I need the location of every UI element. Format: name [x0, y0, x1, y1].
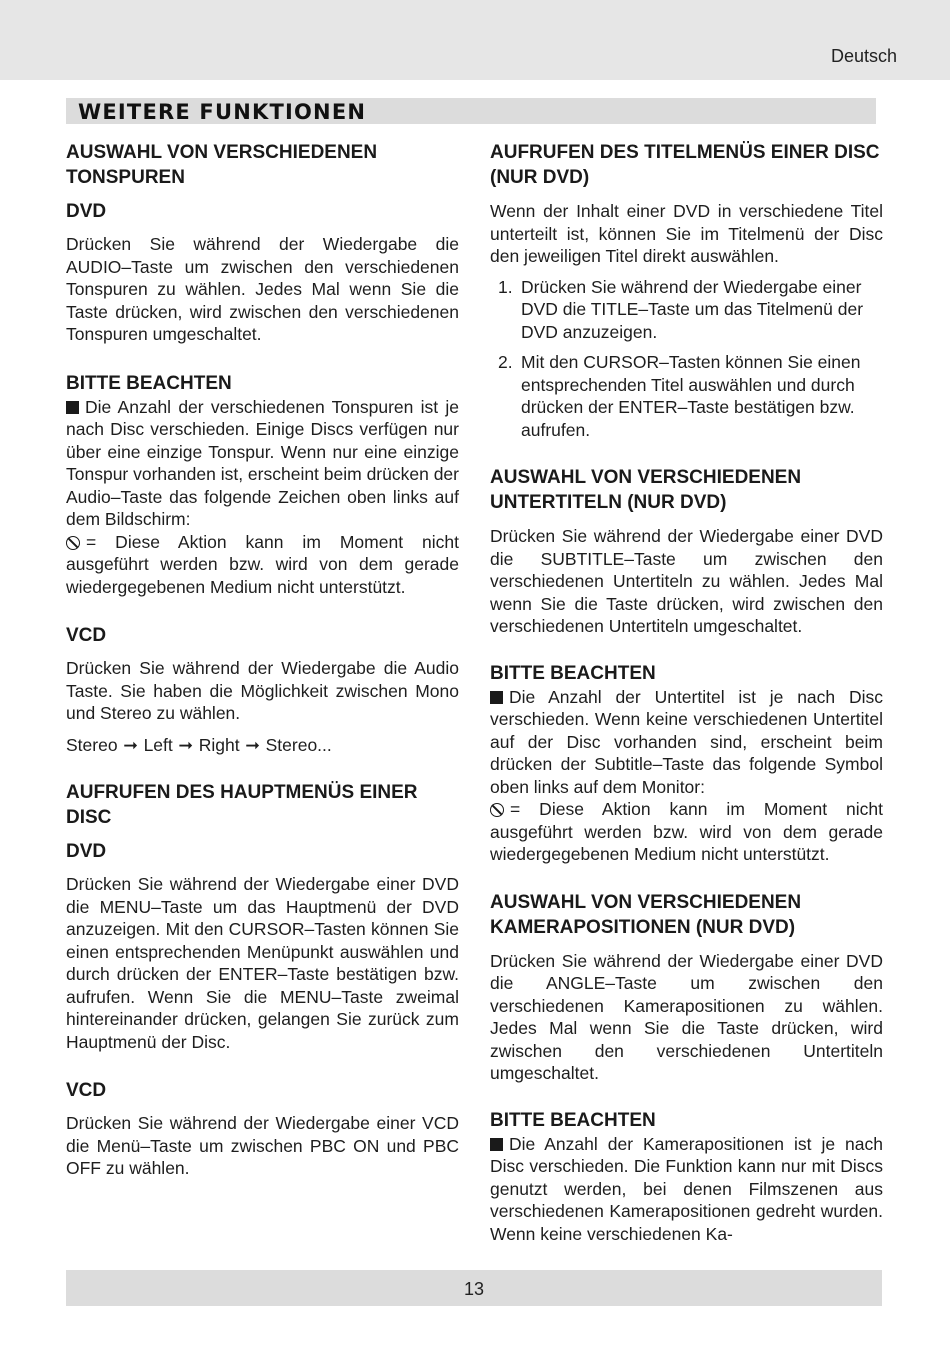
note-untertitel — [490, 686, 883, 799]
stereo-step: Left — [143, 734, 173, 755]
bullet-square-icon — [66, 401, 79, 414]
step-text: Drücken Sie während der Wiedergabe einer DVD die TITLE–Taste um das Titelmenü der DVD anzuzeigen. — [521, 276, 864, 342]
section-title-bar — [66, 98, 876, 124]
heading-kamera: AUSWAHL VON VERSCHIEDENEN KAMERAPOSITIONEN (NUR DVD) — [490, 891, 802, 938]
heading-untertitel: AUSWAHL VON VERSCHIEDENEN UNTERTITELN (NUR DVD) — [490, 467, 802, 513]
text-vcd-audio: Drücken Sie während der Wiedergabe die Audio Taste. Sie haben die Möglichkeit zwischen Mono und Stereo zu wählen. — [66, 658, 459, 723]
note-kamera-text: Die Anzahl der Kamerapositionen ist je nach Disc verschieden. Die Funktion kann nur mit Discs genutzt werden, bei denen Filmszenen aus verschiedenen Kamerapositionen gedreht wurden. Wenn keine verschiedenen Ka- — [490, 1133, 883, 1244]
text-dvd-menu: Drücken Sie während der Wiedergabe einer DVD die MENU–Taste um das Hauptmenü der DVD anzuzeigen. Mit den CURSOR–Tasten können Sie einen entsprechenden Menüpunkt auswählen und durch drücken der ENTER–Taste bestätigen bzw. aufrufen. Wenn Sie die MENU–Taste zweimal hintereinander drücken, gelangen Sie zurück zum Hauptmenü der Disc. — [66, 874, 459, 1052]
page-number: 13 — [463, 1279, 485, 1299]
step-number: 2. — [498, 352, 513, 372]
bullet-square-icon — [490, 1138, 503, 1151]
stereo-step: Right — [198, 734, 240, 755]
text-dvd-audio: Drücken Sie während der Wiedergabe die AUDIO–Taste um zwischen den verschiedenen Tonspuren zu wählen. Jedes Mal wenn Sie die Taste drücken, wird zwischen den verschiedenen Tonspuren umgeschaltet. — [66, 234, 459, 344]
stereo-sequence — [66, 734, 459, 757]
list-item — [490, 276, 883, 344]
stereo-step: Stereo — [66, 734, 118, 755]
arrow-right-icon: ➞ — [245, 734, 260, 755]
note-untertitel-symbol-line — [490, 798, 883, 866]
heading-note-untertitel: BITTE BEACHTEN — [490, 662, 656, 684]
note-audio — [66, 396, 459, 531]
note-audio-symbol-text: = Diese Aktion kann im Moment nicht ausgeführt werden bzw. wird von dem gerade wiedergegebenen Medium nicht unterstützt. — [66, 531, 459, 597]
bullet-square-icon — [490, 691, 503, 704]
right-column — [490, 140, 883, 1245]
heading-titelmenu: AUFRUFEN DES TITELMENÜS EINER DISC (NUR DVD) — [490, 142, 880, 188]
header-band — [0, 0, 950, 80]
heading-dvd-audio: DVD — [66, 201, 107, 222]
heading-tonspuren: AUSWAHL VON VERSCHIEDENEN TONSPUREN — [66, 142, 378, 188]
text-kamera: Drücken Sie während der Wiedergabe einer DVD die ANGLE–Taste um zwischen den verschiedenen Kamerapositionen zu wählen. Jedes Mal wenn Sie die Taste drücken, wird zwischen den verschiedenen Untertiteln umgeschaltet. — [490, 950, 883, 1083]
note-audio-text: Die Anzahl der verschiedenen Tonspuren ist je nach Disc verschieden. Einige Discs verfügen nur über eine einzige Tonspur. Wenn nur eine einzige Tonspur vorhanden ist, erscheint beim drücken der Audio–Taste das folgende Zeichen oben links auf dem Bildschirm: — [66, 396, 459, 529]
prohibited-icon — [490, 803, 504, 817]
section-title: WEITERE FUNKTIONEN — [78, 100, 367, 124]
heading-vcd-audio: VCD — [66, 625, 107, 646]
left-column — [66, 140, 459, 1180]
heading-dvd-menu: DVD — [66, 841, 107, 862]
arrow-right-icon: ➞ — [178, 734, 194, 755]
heading-vcd-menu: VCD — [66, 1080, 107, 1101]
note-untertitel-symbol-text: = Diese Aktion kann im Moment nicht ausgeführt werden bzw. wird von dem gerade wiedergegebenen Medium nicht unterstützt. — [490, 799, 883, 864]
heading-note-kamera: BITTE BEACHTEN — [490, 1109, 656, 1131]
prohibited-icon — [66, 536, 80, 550]
note-untertitel-text: Die Anzahl der Untertitel ist je nach Disc verschieden. Wenn keine verschiedenen Untertitel auf der Disc vorhanden sind, erscheint beim drücken der Subtitle–Taste das folgende Symbol oben links auf dem Monitor: — [490, 686, 883, 797]
arrow-right-icon: ➞ — [123, 734, 138, 755]
heading-hauptmenu: AUFRUFEN DES HAUPTMENÜS EINER DISC — [66, 782, 418, 828]
text-vcd-menu: Drücken Sie während der Wiedergabe einer VCD die Menü–Taste um zwischen PBC ON und PBC OFF zu wählen. — [66, 1113, 459, 1178]
heading-note-audio: BITTE BEACHTEN — [66, 372, 232, 394]
text-untertitel: Drücken Sie während der Wiedergabe einer DVD die SUBTITLE–Taste um zwischen den verschiedenen Untertiteln zu wählen. Jedes Mal wenn Sie die Taste drücken, wird zwischen den verschiedenen Untertiteln umgeschaltet. — [490, 526, 883, 636]
step-number: 1. — [498, 276, 513, 297]
text-titelmenu: Wenn der Inhalt einer DVD in verschiedene Titel unterteilt ist, können Sie im Titelmenü der Disc den jeweiligen Titel direkt auswählen. — [490, 201, 883, 266]
stereo-step: Stereo... — [265, 734, 332, 755]
step-text: Mit den CURSOR–Tasten können Sie einen entsprechenden Titel auswählen und durch drücken der ENTER–Taste bestätigen bzw. aufrufen. — [521, 352, 861, 440]
footer-bar — [66, 1270, 882, 1306]
note-kamera — [490, 1133, 883, 1246]
language-label: Deutsch — [830, 46, 897, 66]
list-item — [490, 351, 883, 441]
titelmenu-steps — [490, 276, 883, 442]
note-audio-symbol-line — [66, 531, 459, 599]
